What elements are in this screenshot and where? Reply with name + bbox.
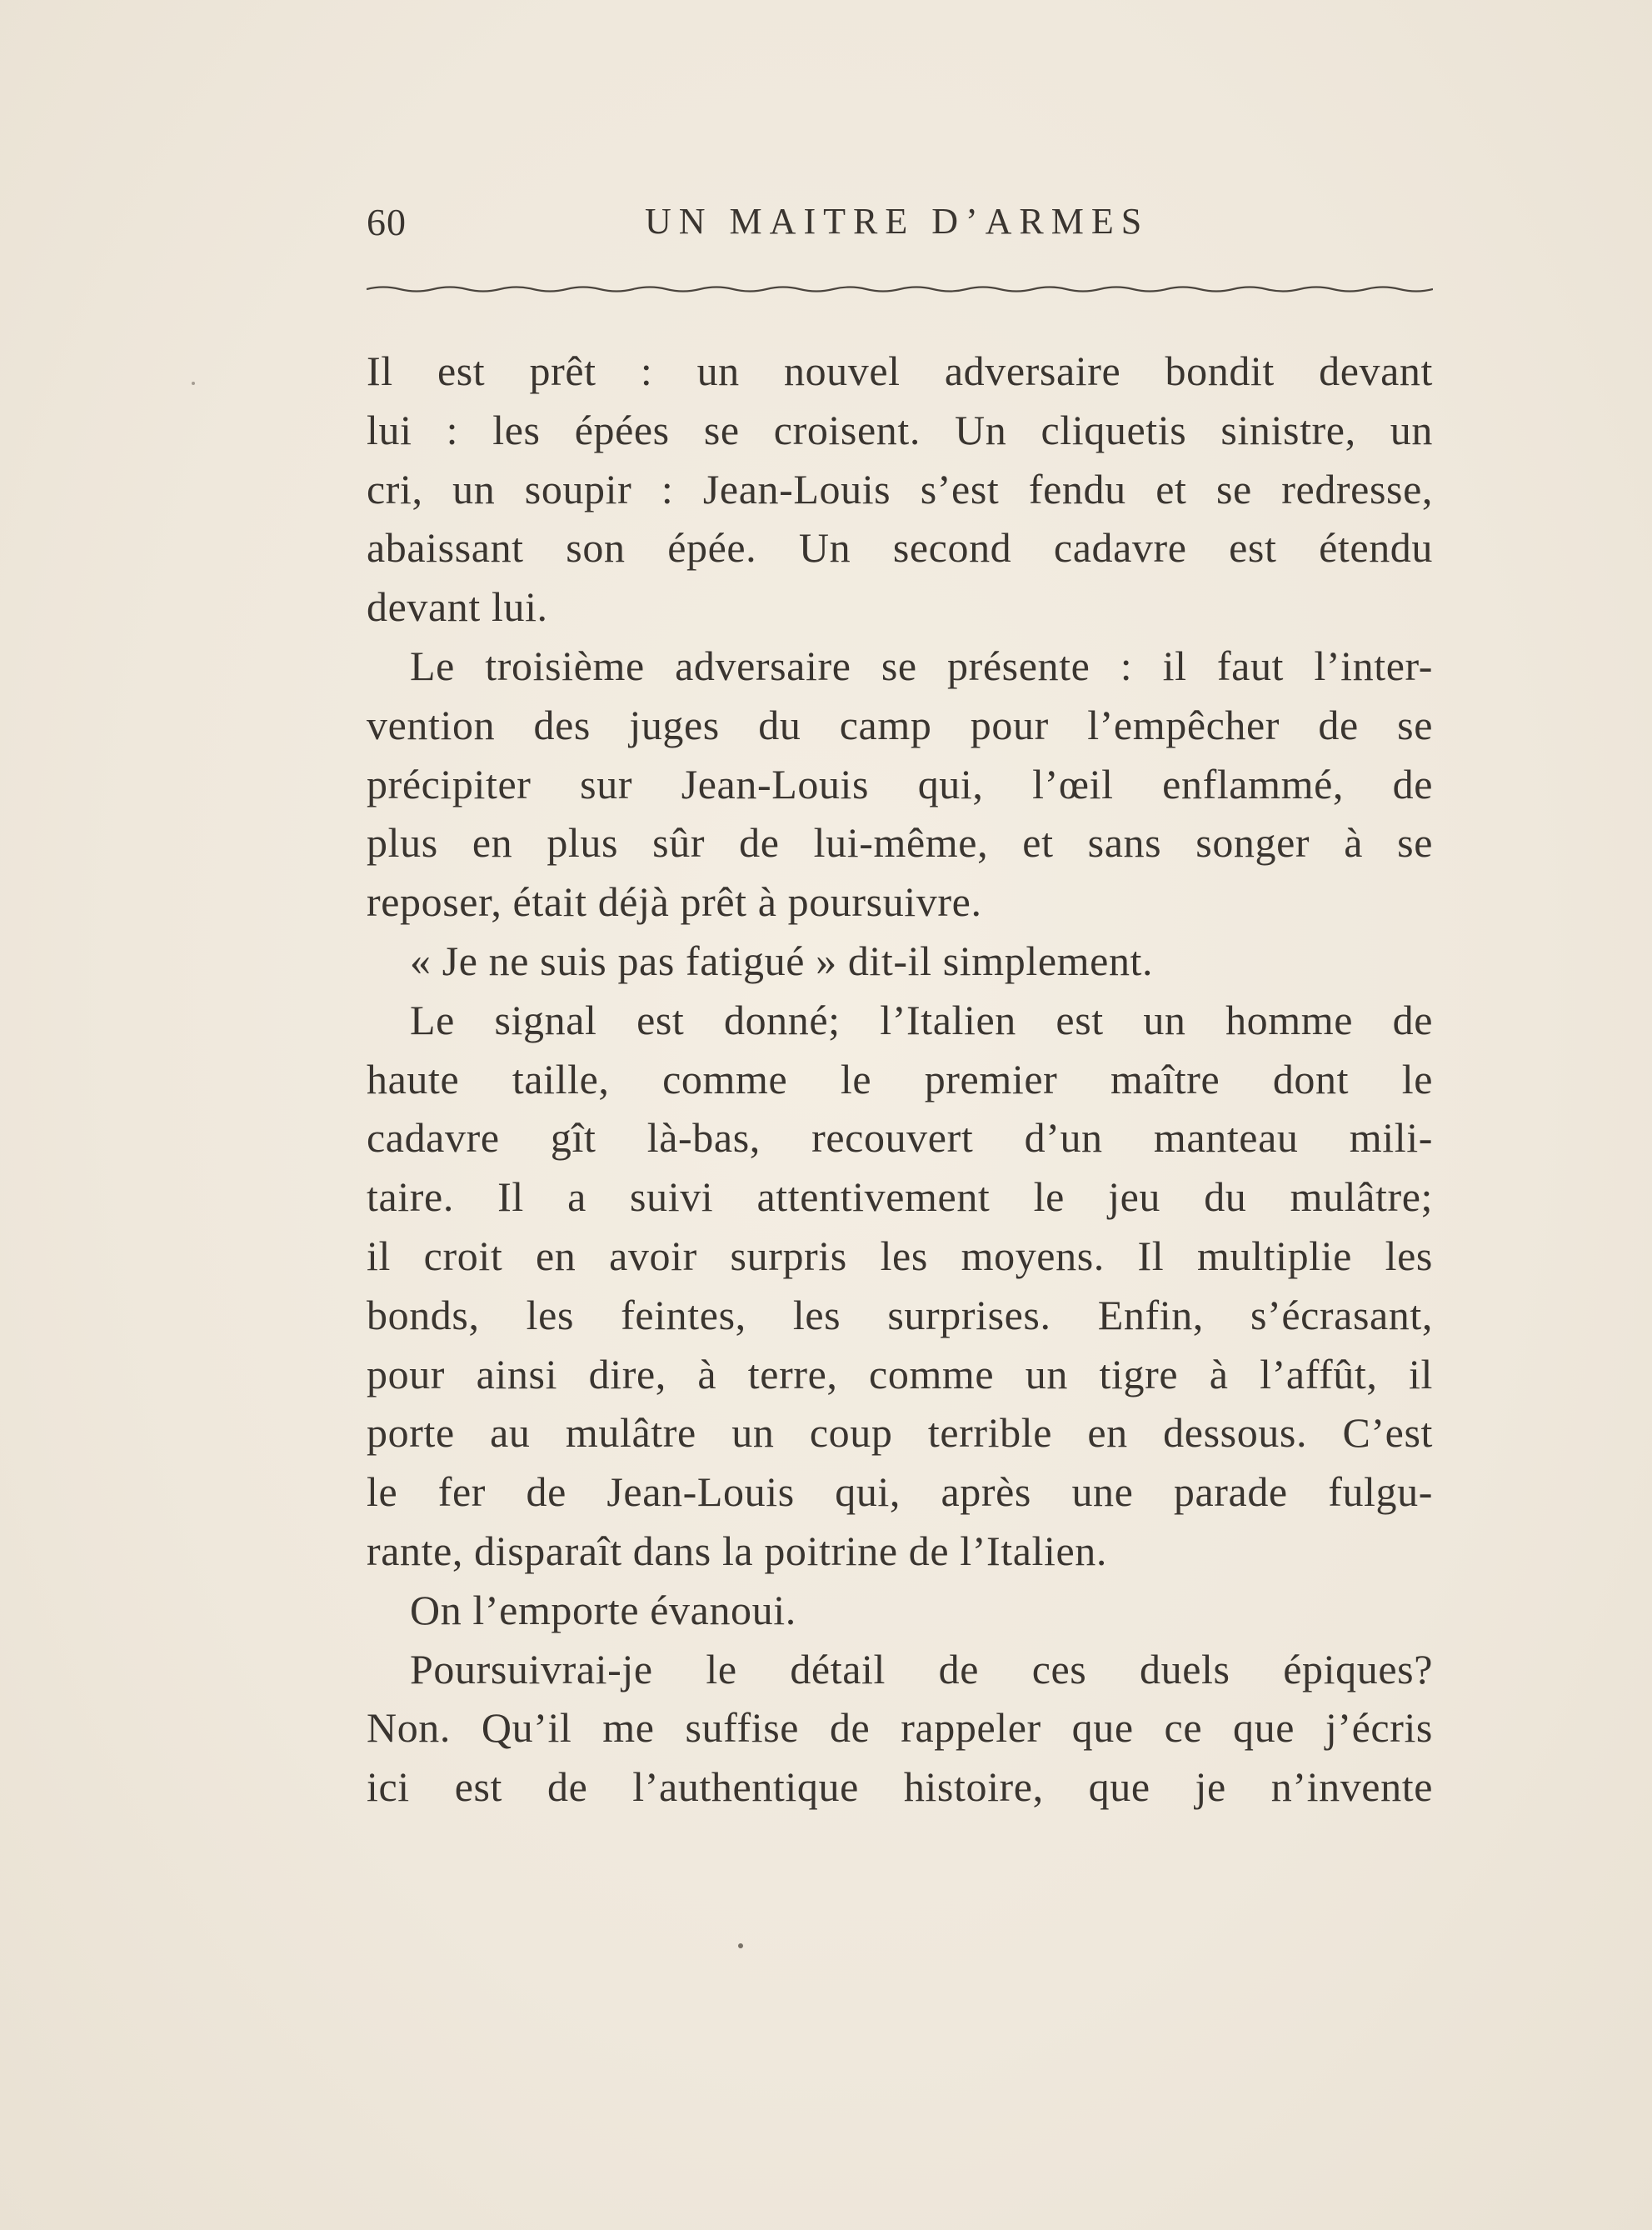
body-text bbox=[367, 342, 1433, 1817]
text-line: précipiter sur Jean-Louis qui, l’œil enflammé, de bbox=[367, 760, 1433, 808]
text-line: bonds, les feintes, les surprises. Enfin, s’écrasant, bbox=[367, 1291, 1433, 1338]
paper-speck bbox=[738, 1943, 743, 1948]
text-line: reposer, était déjà prêt à poursuivre. bbox=[367, 878, 982, 926]
text-line: cri, un soupir : Jean-Louis s’est fendu et se redresse, bbox=[367, 465, 1433, 512]
text-line: Non. Qu’il me suffise de rappeler que ce que j’écris bbox=[367, 1704, 1433, 1752]
text-line: il croit en avoir surpris les moyens. Il multiplie les bbox=[367, 1232, 1433, 1279]
text-line: taire. Il a suivi attentivement le jeu du mulâtre; bbox=[367, 1173, 1433, 1221]
text-line: haute taille, comme le premier maître dont le bbox=[367, 1055, 1433, 1102]
text-line: pour ainsi dire, à terre, comme un tigre à l’affût, il bbox=[367, 1350, 1433, 1398]
wavy-rule bbox=[367, 283, 1433, 295]
text-line: « Je ne suis pas fatigué » dit-il simplement. bbox=[410, 937, 1154, 984]
text-line: Il est prêt : un nouvel adversaire bondit devant bbox=[367, 348, 1433, 394]
text-line: Poursuivrai-je le détail de ces duels épiques? bbox=[410, 1645, 1433, 1692]
text-line: Le signal est donné; l’Italien est un homme de bbox=[410, 996, 1433, 1043]
text-line: vention des juges du camp pour l’empêcher de se bbox=[367, 701, 1433, 748]
text-line: On l’emporte évanoui. bbox=[410, 1586, 796, 1633]
text-line: rante, disparaît dans la poitrine de l’Italien. bbox=[367, 1527, 1107, 1574]
text-line: ici est de l’authentique histoire, que je n’invente bbox=[367, 1763, 1433, 1811]
text-line: lui : les épées se croisent. Un cliquetis sinistre, un bbox=[367, 406, 1433, 453]
page-number: 60 bbox=[367, 201, 407, 243]
paper-speck bbox=[192, 382, 195, 385]
text-line: abaissant son épée. Un second cadavre est étendu bbox=[367, 524, 1433, 572]
text-line: plus en plus sûr de lui-même, et sans songer à se bbox=[367, 819, 1433, 867]
text-line: Le troisième adversaire se présente : il faut l’inter- bbox=[410, 642, 1433, 689]
text-line: le fer de Jean-Louis qui, après une parade fulgu- bbox=[367, 1468, 1433, 1516]
text-line: porte au mulâtre un coup terrible en dessous. C’est bbox=[367, 1409, 1433, 1457]
running-title: UN MAITRE D’ARMES bbox=[645, 201, 1150, 242]
running-header bbox=[367, 200, 1433, 250]
text-line: devant lui. bbox=[367, 583, 548, 631]
text-line: cadavre gît là-bas, recouvert d’un manteau mili- bbox=[367, 1114, 1433, 1162]
